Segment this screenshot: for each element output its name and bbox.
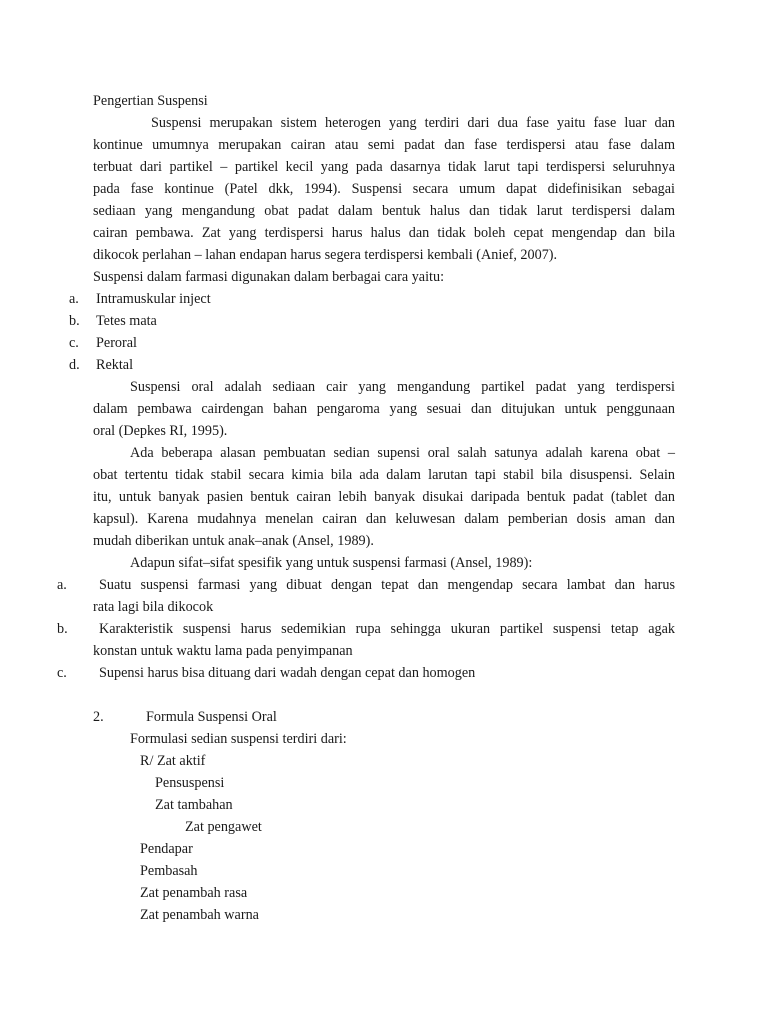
section-title: Formula Suspensi Oral	[146, 709, 277, 725]
formula-item-zat-penambah-rasa: Zat penambah rasa	[140, 885, 248, 901]
para1-line-7: dikocok perlahan – lahan endapan harus segera terdispersi kembali (Anief, 2007).	[93, 247, 558, 263]
para3-line-1: Ada beberapa alasan pembuatan sedian supensi oral salah satunya adalah karena obat –	[130, 445, 675, 461]
props-marker-a: a.	[57, 577, 67, 593]
props-marker-b: b.	[57, 621, 68, 637]
uses-marker-c: c.	[69, 335, 79, 351]
formula-item-pendapar: Pendapar	[140, 841, 193, 857]
formula-intro: Formulasi sedian suspensi terdiri dari:	[130, 731, 347, 747]
para2-line-2: dalam pembawa cairdengan bahan pengaroma yang sesuai dan ditujukan untuk penggunaan	[93, 401, 675, 417]
para3-line-3: itu, untuk banyak pasien bentuk cairan lebih banyak disukai daripada bentuk padat (tablet dan	[93, 489, 675, 505]
uses-item-b: Tetes mata	[96, 313, 157, 329]
formula-item-zat-tambahan: Zat tambahan	[155, 797, 233, 813]
para3-line-5: mudah diberikan untuk anak–anak (Ansel, 1989).	[93, 533, 374, 549]
props-item-a-line-2: rata lagi bila dikocok	[93, 599, 214, 615]
props-item-b-line-1: Karakteristik suspensi harus sedemikian rupa sehingga ukuran partikel suspensi tetap agak	[99, 621, 675, 637]
uses-intro: Suspensi dalam farmasi digunakan dalam berbagai cara yaitu:	[93, 269, 445, 285]
formula-item-pembasah: Pembasah	[140, 863, 198, 879]
para1-line-2: kontinue umumnya merupakan cairan atau semi padat dan fase terdispersi atau fase dalam	[93, 137, 675, 153]
props-item-c-line-1: Supensi harus bisa dituang dari wadah dengan cepat dan homogen	[99, 665, 476, 681]
uses-item-d: Rektal	[96, 357, 134, 373]
formula-item-pensuspensi: Pensuspensi	[155, 775, 225, 791]
para3-line-4: kapsul). Karena mudahnya menelan cairan dan keluwesan dalam pemberian dosis aman dan	[93, 511, 675, 527]
formula-item-zat-aktif: R/ Zat aktif	[140, 753, 206, 769]
para2-line-3: oral (Depkes RI, 1995).	[93, 423, 228, 439]
para1-line-4: pada fase kontinue (Patel dkk, 1994). Suspensi secara umum dapat didefinisikan sebagai	[93, 181, 675, 197]
uses-item-c: Peroral	[96, 335, 137, 351]
uses-marker-d: d.	[69, 357, 80, 373]
section-number: 2.	[93, 709, 104, 725]
para2-line-1: Suspensi oral adalah sediaan cair yang mengandung partikel padat yang terdispersi	[130, 379, 675, 395]
page-heading: Pengertian Suspensi	[93, 93, 208, 109]
formula-item-zat-penambah-warna: Zat penambah warna	[140, 907, 259, 923]
uses-marker-a: a.	[69, 291, 79, 307]
uses-item-a: Intramuskular inject	[96, 291, 211, 307]
props-item-b-line-2: konstan untuk waktu lama pada penyimpanan	[93, 643, 353, 659]
para1-line-5: sediaan yang mengandung obat padat dalam bentuk halus dan tidak larut terdispersi dalam	[93, 203, 675, 219]
para1-line-6: cairan pembawa. Zat yang terdispersi harus halus dan tidak boleh cepat mengendap dan bila	[93, 225, 675, 241]
props-marker-c: c.	[57, 665, 67, 681]
uses-marker-b: b.	[69, 313, 80, 329]
para3-line-2: obat tertentu tidak stabil secara kimia bila ada dalam larutan tapi stabil bila disuspensi. Selain	[93, 467, 675, 483]
para1-line-1: Suspensi merupakan sistem heterogen yang terdiri dari dua fase yaitu fase luar dan	[151, 115, 675, 131]
props-item-a-line-1: Suatu suspensi farmasi yang dibuat dengan tepat dan mengendap secara lambat dan harus	[99, 577, 675, 593]
formula-item-zat-pengawet: Zat pengawet	[185, 819, 262, 835]
para1-line-3: terbuat dari partikel – partikel kecil yang pada dasarnya tidak larut tapi terdispersi seluruhnya	[93, 159, 675, 175]
props-intro: Adapun sifat–sifat spesifik yang untuk suspensi farmasi (Ansel, 1989):	[130, 555, 533, 571]
